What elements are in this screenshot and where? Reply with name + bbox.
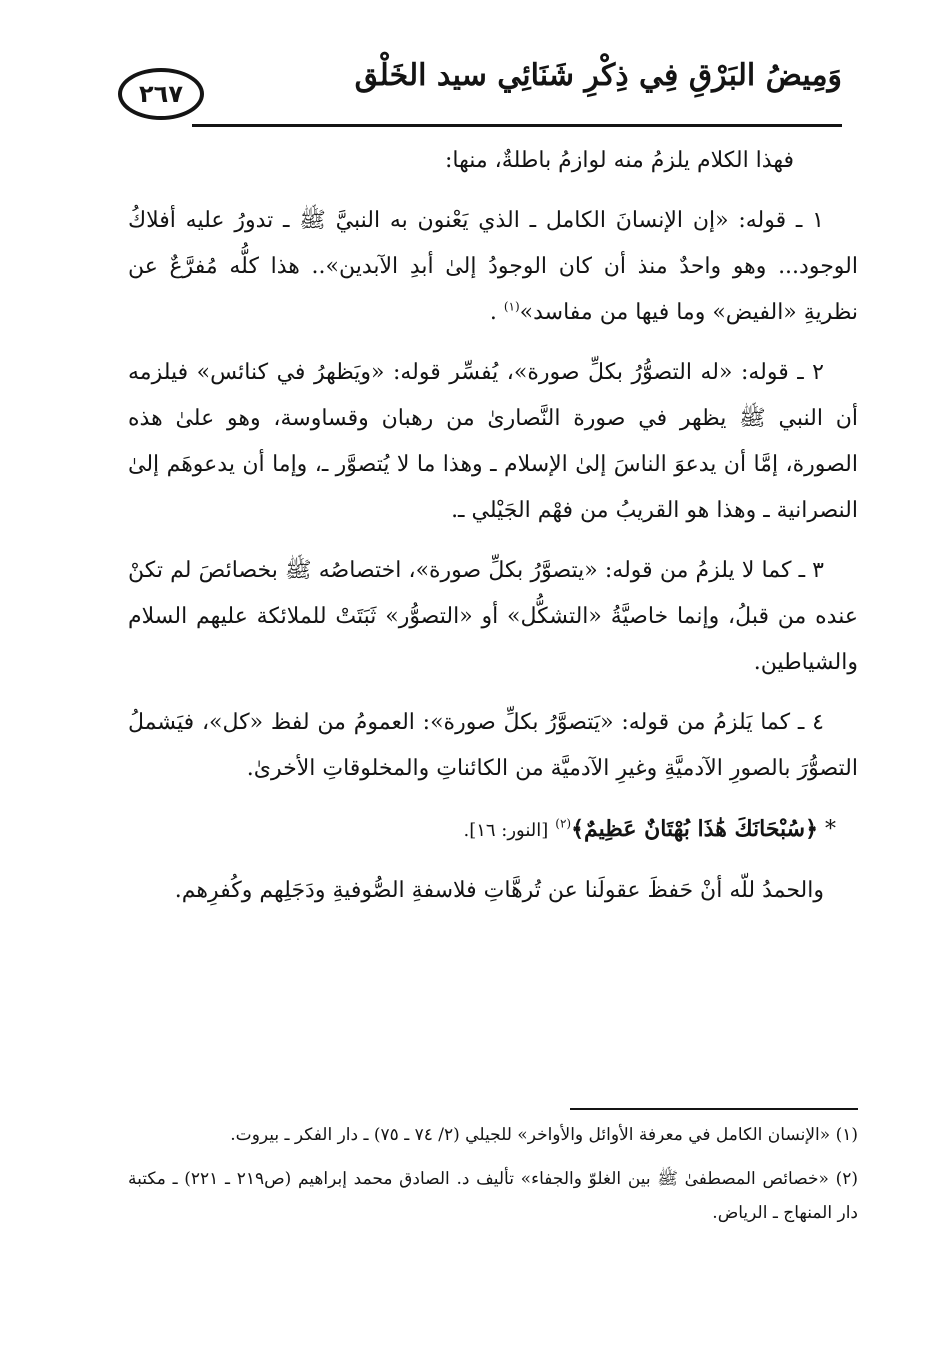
point-1-text: ١ ـ قوله: «إن الإنسانَ الكامل ـ الذي يَعْنون به النبيَّ ﷺ ـ تدورُ عليه أفلاكُ الوجود... وهو واحدٌ منذ أن كان الوجودُ إلىٰ أبدِ الآبدين».. هذا كلُّه مُفرَّعٌ عن نظريةِ «الفيض» وما فيها من مفاسد» [128, 208, 858, 325]
footnote-2: (٢) «خصائص المصطفىٰ ﷺ بين الغلوّ والجفاء» تأليف د. الصادق محمد إبراهيم (ص٢١٩ ـ ٢٢١) ـ مكتبة دار المنهاج ـ الرياض. [128, 1169, 858, 1223]
point-1-paragraph [128, 198, 858, 336]
quran-reference: [النور: ١٦]. [463, 820, 549, 841]
page-number: ٢٦٧ [139, 80, 183, 108]
footnote-divider [570, 1108, 858, 1110]
running-title: وَمِيضُ البَرْقِ فِي ذِكْرِ شَنَائِي سيد الخَلْق [354, 58, 842, 93]
point-2-paragraph: ٢ ـ قوله: «له التصوُّرُ بكلِّ صورة»، يُفسِّر قوله: «ويَظهرُ في كنائس» فيلزمه أن النبي ﷺ يظهر في صورة النَّصارىٰ من رهبان وقساوسة، وهو علىٰ هذه الصورة، إمَّا أن يدعوَ الناسَ إلىٰ الإسلام ـ وهذا ما لا يُتصوَّر ـ، وإما أن يدعوهَم إلىٰ النصرانية ـ وهذا هو القريبُ من فهْم الجَيْلي ـ. [128, 360, 858, 523]
intro-paragraph: فهذا الكلام يلزمُ منه لوازمُ باطلةٌ، منها: [445, 148, 794, 173]
closing-paragraph: والحمدُ للّه أنْ حَفظَ عقولَنا عن تُرهَّاتِ فلاسفةِ الصُّوفيةِ ودَجَلِهم وكُفرِهم. [174, 878, 824, 903]
point-4-paragraph: ٤ ـ كما يَلزمُ من قوله: «يَتصوَّرُ بكلِّ صورة»: العمومُ من لفظ «كل»، فيَشملُ التصوُّرَ بالصورِ الآدميَّةِ وغيرِ الآدميَّة من الكائناتِ والمخلوقاتِ الأخرىٰ. [128, 710, 858, 781]
quran-star: * [825, 817, 836, 842]
footnote-marker-2[interactable]: (٢) [555, 816, 572, 831]
quran-text: ﴿سُبْحَانَكَ هَٰذَا بُهْتَانٌ عَظِيمٌ﴾ [571, 816, 818, 842]
point-3-paragraph: ٣ ـ كما لا يلزمُ من قوله: «يتصوَّرُ بكلِّ صورة»، اختصاصُه ﷺ بخصائصَ لم تكنْ عنده من قبلُ، وإنما خاصيَّةُ «التشكُّل» أو «التصوُّر» ثَبَتَتْ للملائكة عليهم السلام والشياطين. [128, 558, 858, 675]
running-header [118, 52, 842, 132]
header-divider [192, 124, 842, 127]
point-1-end: . [489, 300, 497, 325]
footnote-marker-1[interactable]: (١) [503, 299, 520, 314]
main-text [128, 138, 858, 914]
footnotes [128, 1118, 858, 1230]
footnote-1: (١) «الإنسان الكامل في معرفة الأوائل والأواخر» للجيلي (٢/ ٧٤ ـ ٧٥) ـ دار الفكر ـ بيروت. [230, 1125, 858, 1145]
quran-verse [128, 806, 858, 854]
page-number-badge [118, 68, 204, 120]
